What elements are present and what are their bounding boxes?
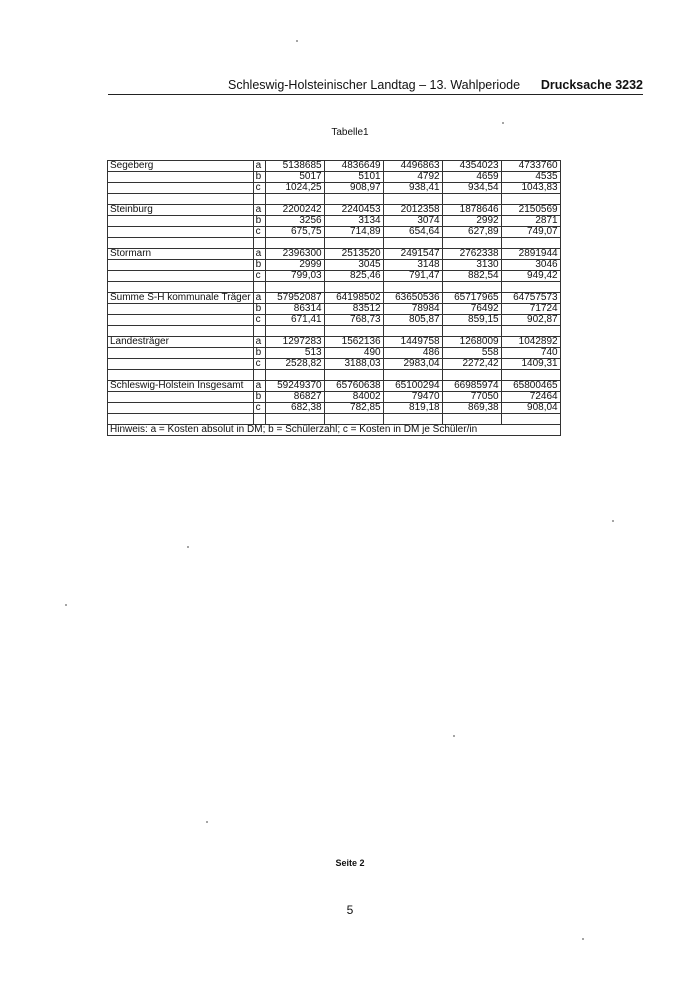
row-letter: a <box>253 205 265 216</box>
row-letter: b <box>253 392 265 403</box>
table-row <box>108 293 561 304</box>
spacer-cell <box>324 194 383 205</box>
value-cell: 938,41 <box>383 183 442 194</box>
spacer-cell <box>253 370 265 381</box>
value-cell: 490 <box>324 348 383 359</box>
row-letter: a <box>253 161 265 172</box>
table-row <box>108 337 561 348</box>
spacer-cell <box>501 194 560 205</box>
value-cell: 2891944 <box>501 249 560 260</box>
spacer-cell <box>442 414 501 425</box>
region-name: Stormarn <box>108 249 254 260</box>
value-cell: 4535 <box>501 172 560 183</box>
header-title: Schleswig-Holsteinischer Landtag – 13. Wahlperiode <box>228 78 521 92</box>
value-cell: 65760638 <box>324 381 383 392</box>
row-letter: b <box>253 348 265 359</box>
scan-speck <box>187 546 189 548</box>
value-cell: 77050 <box>442 392 501 403</box>
value-cell: 2762338 <box>442 249 501 260</box>
row-letter: a <box>253 249 265 260</box>
spacer-cell <box>265 326 324 337</box>
value-cell: 749,07 <box>501 227 560 238</box>
scan-speck <box>453 735 455 737</box>
spacer-cell <box>253 238 265 249</box>
row-letter: b <box>253 304 265 315</box>
value-cell: 2150569 <box>501 205 560 216</box>
value-cell: 2012358 <box>383 205 442 216</box>
value-cell: 86314 <box>265 304 324 315</box>
table-row <box>108 403 561 414</box>
region-name: Summe S-H kommunale Träger <box>108 293 254 304</box>
table-row <box>108 315 561 326</box>
spacer-cell <box>108 326 254 337</box>
spacer-row <box>108 194 561 205</box>
table-row <box>108 381 561 392</box>
spacer-cell <box>324 370 383 381</box>
spacer-cell <box>108 282 254 293</box>
region-name-empty <box>108 183 254 194</box>
row-letter: b <box>253 172 265 183</box>
region-name: Segeberg <box>108 161 254 172</box>
value-cell: 825,46 <box>324 271 383 282</box>
value-cell: 2200242 <box>265 205 324 216</box>
value-cell: 2999 <box>265 260 324 271</box>
page-header <box>108 78 643 95</box>
value-cell: 882,54 <box>442 271 501 282</box>
region-name-empty <box>108 392 254 403</box>
page-number: 5 <box>346 903 354 917</box>
spacer-cell <box>501 238 560 249</box>
value-cell: 3046 <box>501 260 560 271</box>
sheet-title: Tabelle1 <box>331 127 369 138</box>
value-cell: 1562136 <box>324 337 383 348</box>
value-cell: 72464 <box>501 392 560 403</box>
legend-note: Hinweis: a = Kosten absolut in DM; b = Schülerzahl; c = Kosten in DM je Schüler/in <box>108 425 561 436</box>
value-cell: 2272,42 <box>442 359 501 370</box>
spacer-cell <box>501 326 560 337</box>
spacer-cell <box>265 282 324 293</box>
value-cell: 768,73 <box>324 315 383 326</box>
row-letter: a <box>253 293 265 304</box>
value-cell: 65717965 <box>442 293 501 304</box>
value-cell: 2396300 <box>265 249 324 260</box>
value-cell: 1297283 <box>265 337 324 348</box>
value-cell: 799,03 <box>265 271 324 282</box>
region-name-empty <box>108 172 254 183</box>
spacer-cell <box>442 326 501 337</box>
value-cell: 869,38 <box>442 403 501 414</box>
row-letter: a <box>253 337 265 348</box>
value-cell: 65100294 <box>383 381 442 392</box>
spacer-row <box>108 414 561 425</box>
value-cell: 71724 <box>501 304 560 315</box>
value-cell: 3130 <box>442 260 501 271</box>
spacer-cell <box>383 326 442 337</box>
spacer-cell <box>253 414 265 425</box>
value-cell: 5017 <box>265 172 324 183</box>
value-cell: 558 <box>442 348 501 359</box>
spacer-cell <box>108 238 254 249</box>
value-cell: 4836649 <box>324 161 383 172</box>
value-cell: 5101 <box>324 172 383 183</box>
spacer-cell <box>108 370 254 381</box>
row-letter: c <box>253 227 265 238</box>
value-cell: 78984 <box>383 304 442 315</box>
region-name-empty <box>108 216 254 227</box>
row-letter: b <box>253 216 265 227</box>
value-cell: 908,97 <box>324 183 383 194</box>
value-cell: 1878646 <box>442 205 501 216</box>
document-number: Drucksache 3232 <box>540 78 643 92</box>
value-cell: 4659 <box>442 172 501 183</box>
scan-speck <box>502 122 504 124</box>
spacer-cell <box>265 194 324 205</box>
value-cell: 671,41 <box>265 315 324 326</box>
spacer-cell <box>383 414 442 425</box>
value-cell: 513 <box>265 348 324 359</box>
table-row <box>108 359 561 370</box>
spacer-row <box>108 370 561 381</box>
row-letter: b <box>253 260 265 271</box>
spacer-cell <box>383 238 442 249</box>
value-cell: 2983,04 <box>383 359 442 370</box>
value-cell: 908,04 <box>501 403 560 414</box>
row-letter: a <box>253 381 265 392</box>
spacer-cell <box>265 414 324 425</box>
value-cell: 805,87 <box>383 315 442 326</box>
spacer-row <box>108 326 561 337</box>
scan-speck <box>296 40 298 42</box>
value-cell: 64757573 <box>501 293 560 304</box>
value-cell: 59249370 <box>265 381 324 392</box>
value-cell: 949,42 <box>501 271 560 282</box>
value-cell: 2240453 <box>324 205 383 216</box>
value-cell: 782,85 <box>324 403 383 414</box>
value-cell: 2513520 <box>324 249 383 260</box>
value-cell: 84002 <box>324 392 383 403</box>
row-letter: c <box>253 183 265 194</box>
value-cell: 3045 <box>324 260 383 271</box>
page-label: Seite 2 <box>335 858 365 868</box>
spacer-cell <box>253 194 265 205</box>
value-cell: 57952087 <box>265 293 324 304</box>
value-cell: 486 <box>383 348 442 359</box>
spacer-cell <box>324 414 383 425</box>
spacer-cell <box>383 370 442 381</box>
table-row <box>108 348 561 359</box>
spacer-cell <box>383 194 442 205</box>
spacer-cell <box>108 414 254 425</box>
value-cell: 3188,03 <box>324 359 383 370</box>
spacer-row <box>108 238 561 249</box>
value-cell: 2871 <box>501 216 560 227</box>
spacer-cell <box>442 194 501 205</box>
table-row <box>108 205 561 216</box>
value-cell: 4733760 <box>501 161 560 172</box>
value-cell: 83512 <box>324 304 383 315</box>
value-cell: 1449758 <box>383 337 442 348</box>
spacer-cell <box>501 414 560 425</box>
value-cell: 819,18 <box>383 403 442 414</box>
value-cell: 740 <box>501 348 560 359</box>
row-letter: c <box>253 315 265 326</box>
value-cell: 79470 <box>383 392 442 403</box>
spacer-cell <box>383 282 442 293</box>
value-cell: 3148 <box>383 260 442 271</box>
value-cell: 66985974 <box>442 381 501 392</box>
region-name: Steinburg <box>108 205 254 216</box>
value-cell: 675,75 <box>265 227 324 238</box>
spacer-cell <box>324 238 383 249</box>
spacer-cell <box>442 370 501 381</box>
spacer-cell <box>265 370 324 381</box>
value-cell: 791,47 <box>383 271 442 282</box>
value-cell: 64198502 <box>324 293 383 304</box>
table-row <box>108 304 561 315</box>
region-name: Schleswig-Holstein Insgesamt <box>108 381 254 392</box>
table-row <box>108 260 561 271</box>
value-cell: 63650536 <box>383 293 442 304</box>
value-cell: 86827 <box>265 392 324 403</box>
value-cell: 3256 <box>265 216 324 227</box>
region-name-empty <box>108 315 254 326</box>
region-name-empty <box>108 271 254 282</box>
spacer-cell <box>442 238 501 249</box>
value-cell: 627,89 <box>442 227 501 238</box>
spacer-cell <box>253 326 265 337</box>
region-name-empty <box>108 348 254 359</box>
value-cell: 714,89 <box>324 227 383 238</box>
scan-speck <box>582 938 584 940</box>
note-row <box>108 425 561 436</box>
row-letter: c <box>253 359 265 370</box>
value-cell: 1409,31 <box>501 359 560 370</box>
value-cell: 2491547 <box>383 249 442 260</box>
value-cell: 859,15 <box>442 315 501 326</box>
value-cell: 2528,82 <box>265 359 324 370</box>
cost-table <box>107 160 561 436</box>
table-row <box>108 271 561 282</box>
scan-speck <box>206 821 208 823</box>
value-cell: 1042892 <box>501 337 560 348</box>
value-cell: 4792 <box>383 172 442 183</box>
value-cell: 4354023 <box>442 161 501 172</box>
spacer-cell <box>324 326 383 337</box>
spacer-row <box>108 282 561 293</box>
table-row <box>108 216 561 227</box>
scan-speck <box>612 520 614 522</box>
value-cell: 654,64 <box>383 227 442 238</box>
scan-speck <box>65 604 67 606</box>
spacer-cell <box>442 282 501 293</box>
spacer-cell <box>324 282 383 293</box>
table-row <box>108 227 561 238</box>
value-cell: 3134 <box>324 216 383 227</box>
value-cell: 2992 <box>442 216 501 227</box>
table-row <box>108 172 561 183</box>
value-cell: 1024,25 <box>265 183 324 194</box>
region-name-empty <box>108 227 254 238</box>
value-cell: 4496863 <box>383 161 442 172</box>
value-cell: 902,87 <box>501 315 560 326</box>
table-row <box>108 392 561 403</box>
value-cell: 682,38 <box>265 403 324 414</box>
table-row <box>108 249 561 260</box>
value-cell: 1268009 <box>442 337 501 348</box>
region-name-empty <box>108 260 254 271</box>
row-letter: c <box>253 271 265 282</box>
spacer-cell <box>253 282 265 293</box>
spacer-cell <box>501 282 560 293</box>
region-name-empty <box>108 304 254 315</box>
region-name: Landesträger <box>108 337 254 348</box>
value-cell: 3074 <box>383 216 442 227</box>
value-cell: 1043,83 <box>501 183 560 194</box>
table-row <box>108 161 561 172</box>
spacer-cell <box>108 194 254 205</box>
region-name-empty <box>108 359 254 370</box>
region-name-empty <box>108 403 254 414</box>
value-cell: 65800465 <box>501 381 560 392</box>
value-cell: 934,54 <box>442 183 501 194</box>
table-row <box>108 183 561 194</box>
spacer-cell <box>265 238 324 249</box>
row-letter: c <box>253 403 265 414</box>
spacer-cell <box>501 370 560 381</box>
value-cell: 5138685 <box>265 161 324 172</box>
value-cell: 76492 <box>442 304 501 315</box>
